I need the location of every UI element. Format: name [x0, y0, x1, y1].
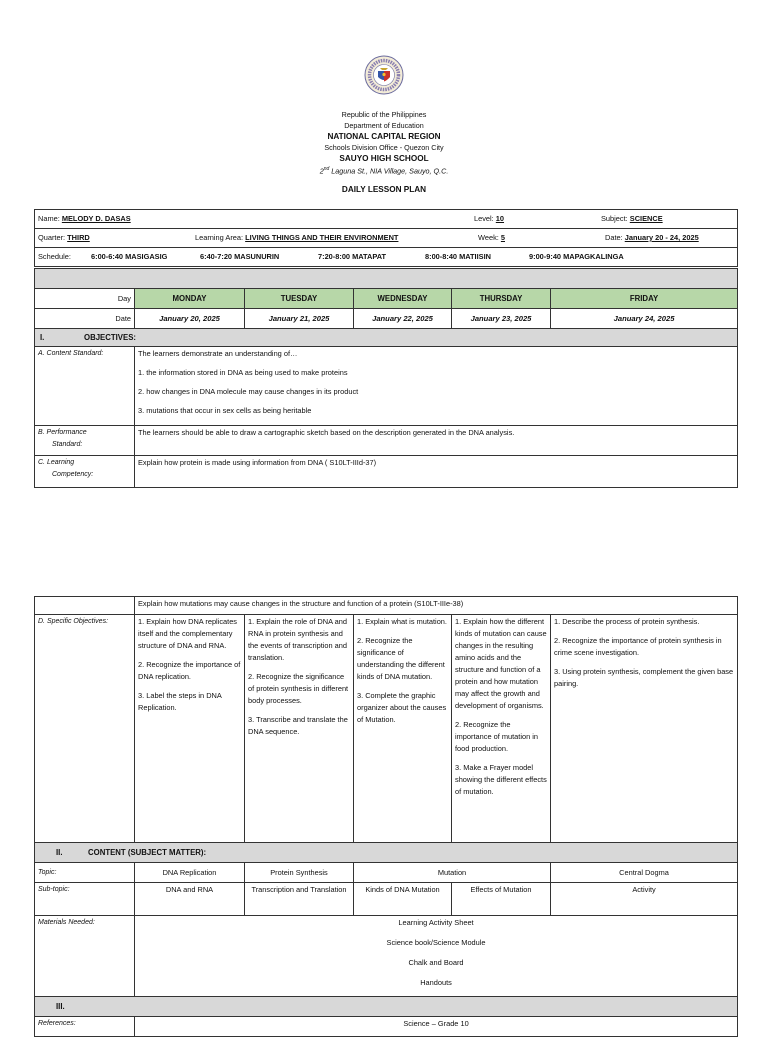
objectives-thursday: 1. Explain how the different kinds of mutation can cause changes in the resulting amino acids and the structure and function of a protein and how mutation may affect the growth and development of organisms. 2. Recognize the importance of mutation in food production. 3. Make a Frayer model showing the different effects of mutation. [452, 615, 551, 843]
level-value: 10 [495, 214, 505, 223]
topic-monday: DNA Replication [135, 863, 245, 883]
learning-area-label: Learning Area: [195, 233, 244, 242]
date-monday: January 20, 2025 [135, 309, 245, 329]
schedule-slot: 7:20-8:00 MATAPAT [318, 252, 387, 261]
topic-label: Topic: [35, 863, 135, 883]
references-value: Science – Grade 10 [135, 1017, 738, 1037]
week-value: 5 [500, 233, 505, 242]
objectives-wednesday: 1. Explain what is mutation. 2. Recognize the significance of understanding the different kinds of DNA mutation. 3. Complete the graphic organizer about the causes of Mutation. [354, 615, 452, 843]
republic-line: Republic of the Philippines [341, 110, 427, 119]
objectives-friday: 1. Describe the process of protein synthesis. 2. Recognize the importance of protein synthesis in crime scene investigation. 3. Using protein synthesis, complement the given base pairing. [551, 615, 738, 843]
document-title: DAILY LESSON PLAN [341, 185, 427, 195]
schedule-slot: 6:40-7:20 MASUNURIN [200, 252, 280, 261]
date-label: Date [35, 309, 135, 329]
region-line: NATIONAL CAPITAL REGION [327, 132, 441, 141]
objectives-tuesday: 1. Explain the role of DNA and RNA in protein synthesis and the events of transcription and translation. 2. Recognize the significance of protein synthesis in different body processes. 3. Transcribe and translate the DNA sequence. [245, 615, 354, 843]
subtopic-monday: DNA and RNA [135, 883, 245, 916]
subject-label: Subject: [601, 214, 628, 223]
day-friday: FRIDAY [551, 289, 738, 309]
date-range-label: Date: [605, 233, 623, 242]
subtopic-thursday: Effects of Mutation [452, 883, 551, 916]
date-range-value: January 20 - 24, 2025 [624, 233, 699, 242]
deped-seal-icon [364, 55, 404, 95]
learning-competency-2: Explain how mutations may cause changes in the structure and function of a protein (S10LT-IIIe-38) [135, 597, 738, 615]
week-label: Week: [478, 233, 499, 242]
blank-cell [35, 597, 135, 615]
learning-competency-label: C. Learning Competency: [35, 456, 135, 488]
teacher-name: MELODY D. DASAS [61, 214, 131, 223]
topic-mutation: Mutation [354, 863, 551, 883]
quarter-row [35, 229, 738, 248]
teacher-info-table [34, 209, 738, 267]
name-row [35, 210, 738, 229]
section-3: III. [35, 997, 738, 1017]
performance-standard-label: B. Performance Standard: [35, 426, 135, 456]
subtopic-wednesday: Kinds of DNA Mutation [354, 883, 452, 916]
topic-friday: Central Dogma [551, 863, 738, 883]
school-name: SAUYO HIGH SCHOOL [339, 154, 429, 163]
quarter-value: THIRD [67, 233, 90, 242]
date-wednesday: January 22, 2025 [354, 309, 452, 329]
date-thursday: January 23, 2025 [452, 309, 551, 329]
materials-label: Materials Needed: [35, 916, 135, 997]
school-header [0, 109, 768, 194]
learning-competency-text: Explain how protein is made using information from DNA ( S10LT-IIId-37) [135, 456, 738, 488]
day-thursday: THURSDAY [452, 289, 551, 309]
division-line: Schools Division Office - Quezon City [324, 143, 444, 152]
day-label: Day [35, 289, 135, 309]
objectives-monday: 1. Explain how DNA replicates itself and the complementary structure of DNA and RNA. 2. Recognize the importance of DNA replication. 3. Label the steps in DNA Replication. [135, 615, 245, 843]
department-line: Department of Education [344, 121, 424, 130]
lesson-content-table [34, 596, 738, 1037]
subtopic-label: Sub-topic: [35, 883, 135, 916]
day-monday: MONDAY [135, 289, 245, 309]
topic-tuesday: Protein Synthesis [245, 863, 354, 883]
learning-area-value: LIVING THINGS AND THEIR ENVIRONMENT [245, 233, 399, 242]
day-tuesday: TUESDAY [245, 289, 354, 309]
level-label: Level: [474, 214, 494, 223]
specific-objectives-label: D. Specific Objectives: [35, 615, 135, 843]
references-label: References: [35, 1017, 135, 1037]
content-standard-label: A. Content Standard: [35, 347, 135, 426]
performance-standard-text: The learners should be able to draw a cartographic sketch based on the description generated in the DNA analysis. [135, 426, 738, 456]
section-content: II. CONTENT (SUBJECT MATTER): [35, 843, 738, 863]
materials-list: Learning Activity Sheet Science book/Science Module Chalk and Board Handouts [135, 916, 738, 997]
subtopic-tuesday: Transcription and Translation [245, 883, 354, 916]
schedule-row [35, 248, 738, 267]
content-standard-text: The learners demonstrate an understanding of… 1. the information stored in DNA as being used to make proteins 2. how changes in DNA molecule may cause changes in its product 3. mutations that occur in sex cells as being heritable [135, 347, 738, 426]
day-wednesday: WEDNESDAY [354, 289, 452, 309]
schedule-slot: 8:00-8:40 MATIISIN [425, 252, 491, 261]
lesson-objectives-table [34, 268, 738, 488]
schedule-slot: 6:00-6:40 MASIGASIG [91, 252, 168, 261]
subject-value: SCIENCE [629, 214, 663, 223]
date-friday: January 24, 2025 [551, 309, 738, 329]
school-address: 2nd Laguna St., NIA Village, Sauyo, Q.C. [319, 166, 449, 176]
schedule-label: Schedule: [38, 252, 71, 261]
schedule-slot: 9:00-9:40 MAPAGKALINGA [529, 252, 624, 261]
quarter-label: Quarter: [38, 233, 66, 242]
date-tuesday: January 21, 2025 [245, 309, 354, 329]
subtopic-friday: Activity [551, 883, 738, 916]
spacer-row [35, 269, 738, 289]
section-objectives: I. OBJECTIVES: [35, 329, 738, 347]
name-label: Name: [38, 214, 60, 223]
